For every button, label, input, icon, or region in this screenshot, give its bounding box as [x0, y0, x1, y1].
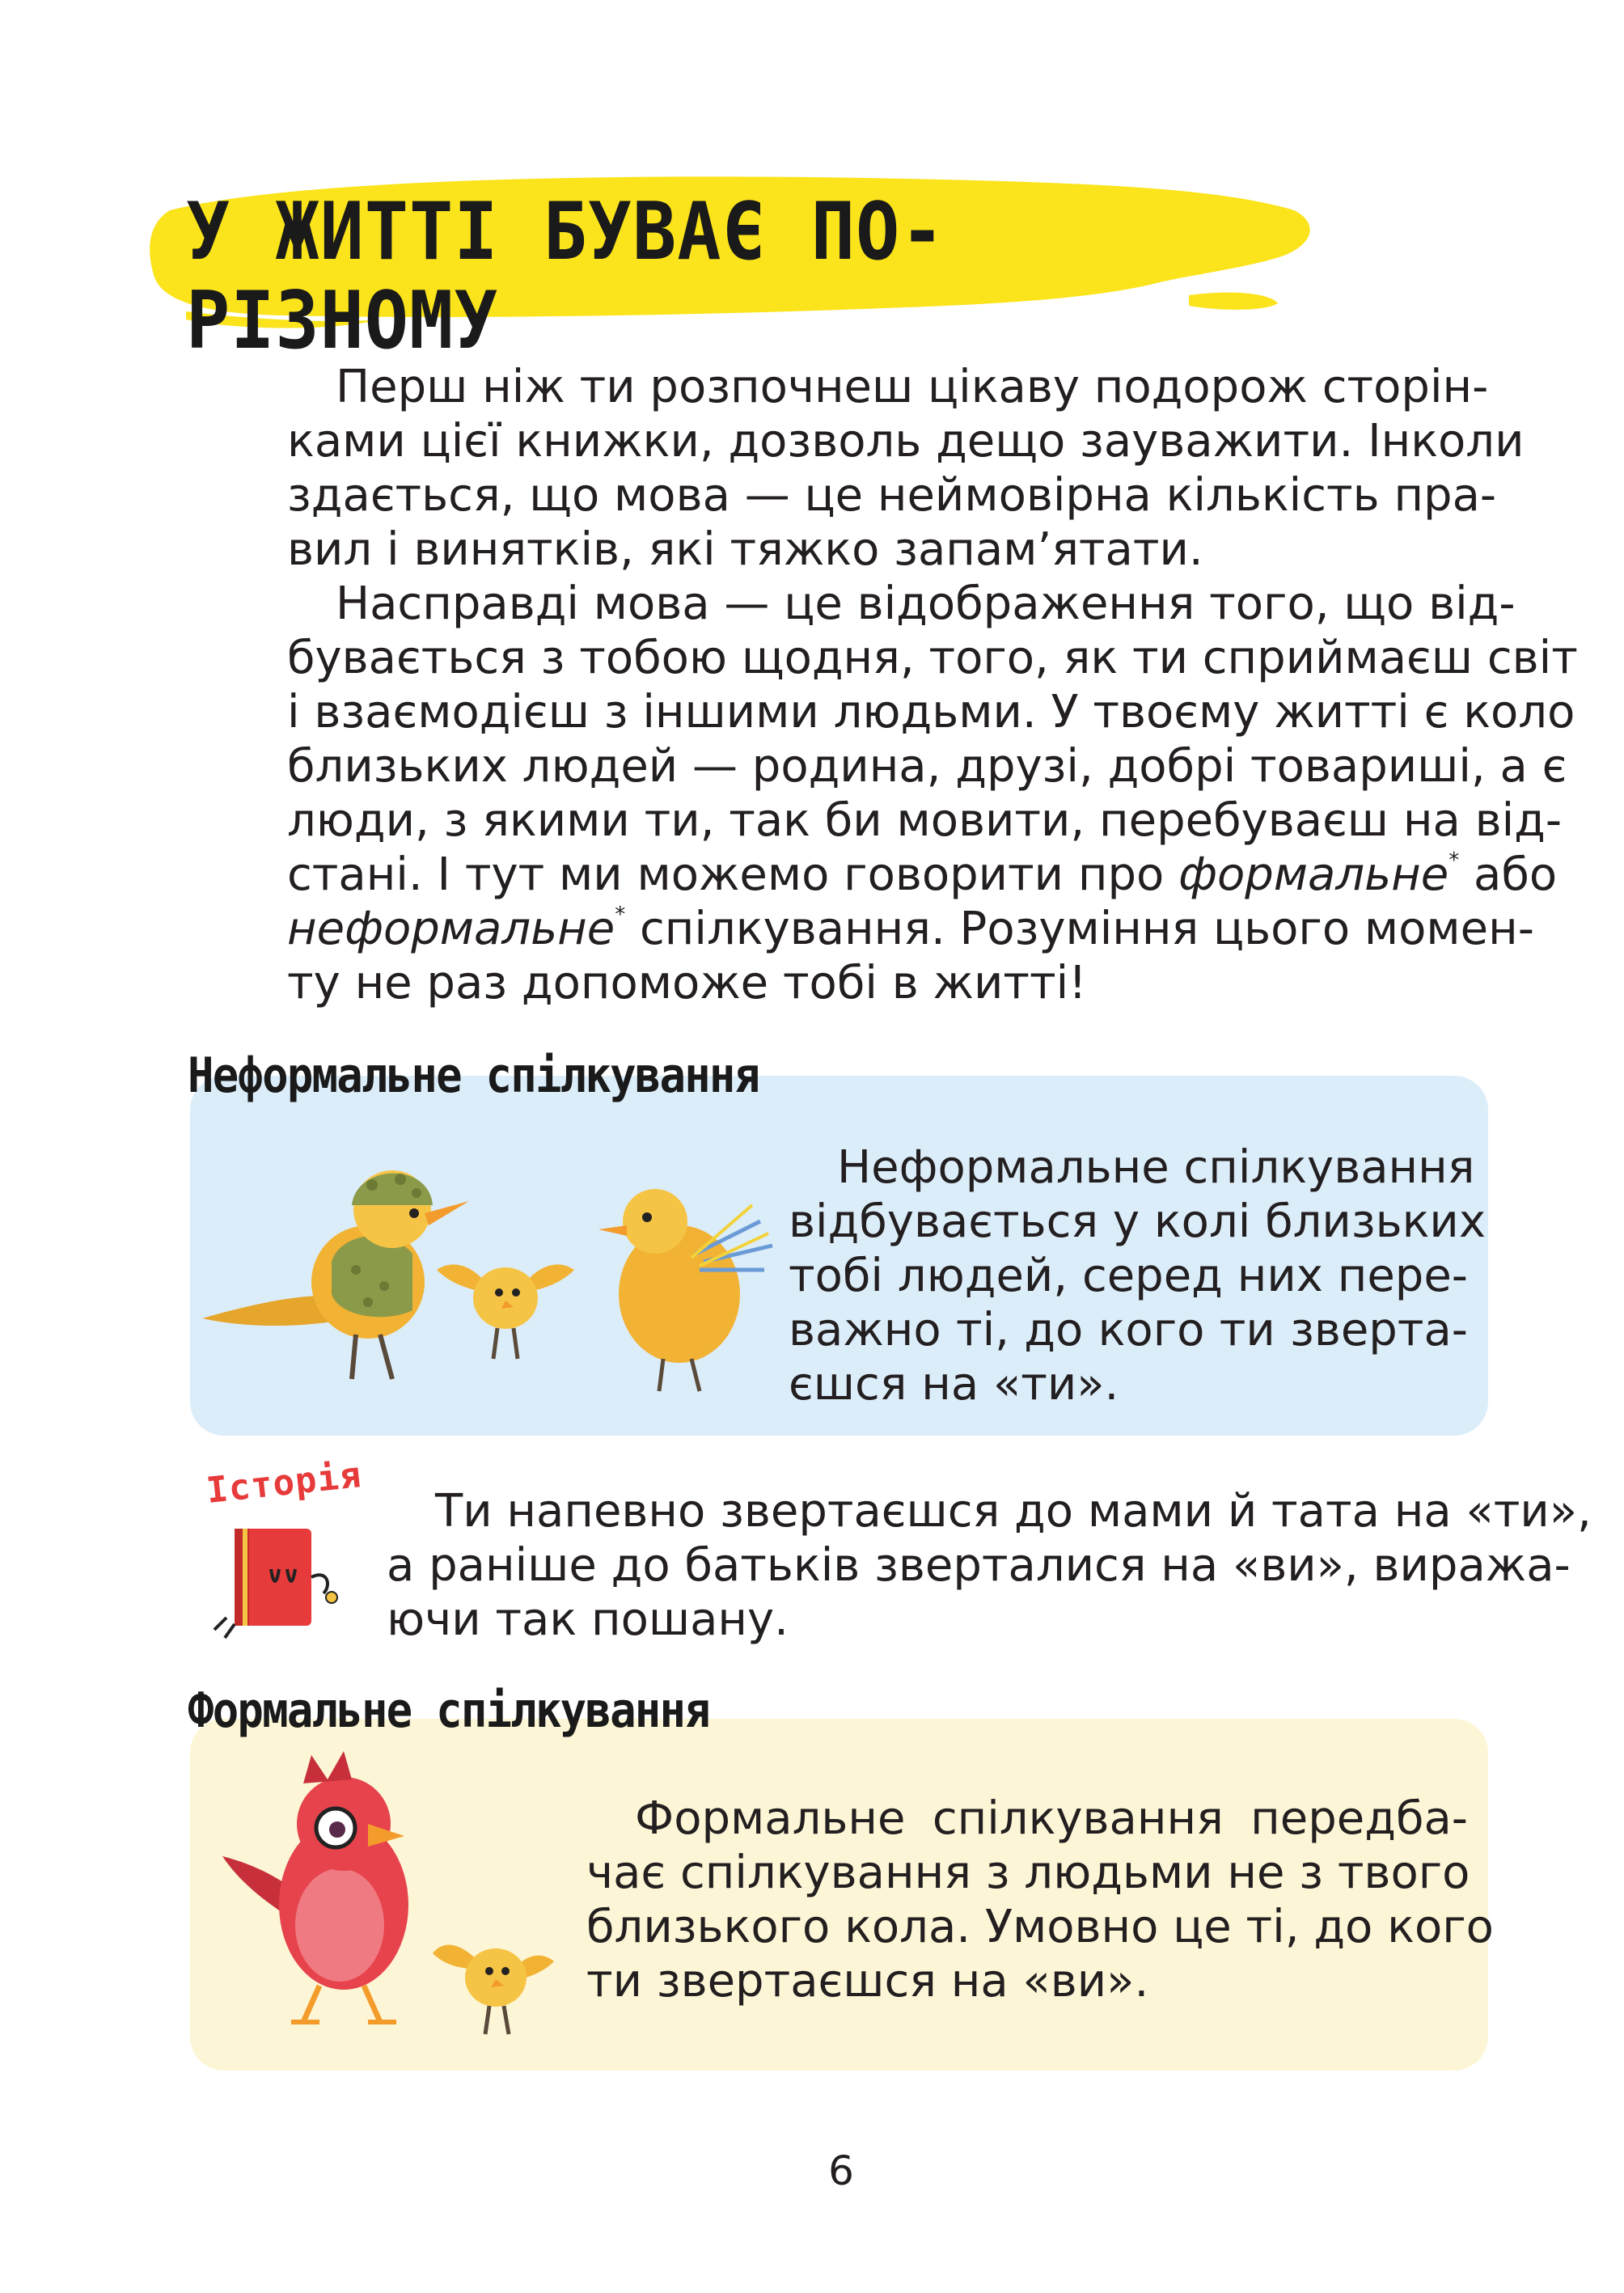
informal-line: важно ті, до кого ти зверта-: [789, 1304, 1468, 1356]
formal-birds-illustration: [206, 1751, 562, 2050]
formal-line: близького кола. Умовно це ті, до кого: [586, 1901, 1494, 1953]
intro-line: Перш ніж ти розпочнеш цікаву подорож сторін-: [336, 361, 1489, 413]
intro-line: вил і винятків, які тяжко запам’ятати.: [287, 523, 1203, 576]
intro-line: ту не раз допоможе тобі в житті!: [287, 957, 1087, 1009]
intro-text-fragment: або: [1459, 848, 1558, 901]
intro-line: здається, що мова — це неймовірна кількість пра-: [287, 469, 1497, 522]
intro-line: люди, з якими ти, так би мовити, перебуваєш на від-: [287, 794, 1563, 847]
soldier-bird-icon: [202, 1170, 469, 1379]
intro-line: бувається з тобою щодня, того, як ти сприймаєш світ: [287, 632, 1578, 684]
book-mascot-icon: [210, 1521, 348, 1642]
formal-line: ти звертаєшся на «ви».: [586, 1955, 1149, 2007]
informal-line: тобі людей, серед них пере-: [789, 1250, 1468, 1302]
intro-line: близьких людей — родина, друзі, добрі товариші, а є: [287, 740, 1567, 793]
intro-text-fragment: стані. І тут ми можемо говорити про: [287, 848, 1179, 901]
informal-line: єшся на «ти».: [789, 1358, 1119, 1411]
history-line: ючи так пошану.: [387, 1593, 789, 1646]
formal-line: чає спілкування з людьми не з твого: [586, 1847, 1470, 1899]
formal-heading: Формальне спілкування: [188, 1682, 709, 1739]
intro-text: [287, 360, 1578, 1010]
footnote-asterisk: *: [615, 903, 626, 927]
informal-heading: Неформальне спілкування: [188, 1047, 759, 1104]
small-yellow-bird-icon: [437, 1264, 574, 1359]
informal-line: відбувається у колі близьких: [789, 1195, 1486, 1248]
intro-line: [287, 902, 1534, 956]
intro-line: ками цієї книжки, дозволь дещо зауважити. Інколи: [287, 415, 1525, 467]
informal-birds-illustration: [194, 1149, 776, 1399]
history-line: Ти напевно звертаєшся до мами й тата на «ти»,: [435, 1485, 1592, 1538]
history-label: Історія: [204, 1454, 364, 1512]
small-yellow-bird-icon: [433, 1945, 554, 2034]
intro-line: Насправді мова — це відображення того, що від-: [336, 577, 1516, 630]
red-owl-bird-icon: [222, 1751, 408, 2022]
formal-line: Формальне спілкування передба-: [635, 1792, 1468, 1845]
term-informal: неформальне: [287, 903, 615, 955]
flower-bird-icon: [598, 1189, 772, 1391]
term-formal: формальне: [1178, 848, 1449, 901]
page-title: У ЖИТТІ БУВАЄ ПО-РІЗНОМУ: [186, 186, 945, 367]
intro-line: [287, 848, 1558, 902]
intro-line: і взаємодієш з іншими людьми. У твоєму житті є коло: [287, 686, 1575, 738]
informal-line: Неформальне спілкування: [837, 1141, 1475, 1194]
page-number: 6: [828, 2147, 854, 2194]
history-line: а раніше до батьків зверталися на «ви», виража-: [387, 1539, 1571, 1592]
footnote-asterisk: *: [1448, 848, 1460, 873]
intro-text-fragment: спілкування. Розуміння цього момен-: [625, 903, 1534, 955]
informal-description: [789, 1140, 1486, 1411]
history-text: [387, 1484, 1592, 1647]
formal-description: [586, 1792, 1494, 2008]
